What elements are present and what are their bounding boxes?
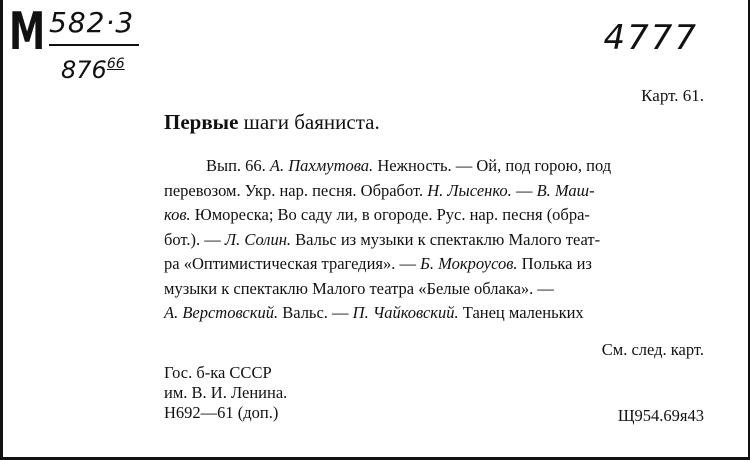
- see-next-card-note: См. след. карт.: [601, 340, 704, 359]
- book-title: [164, 110, 380, 135]
- shelf-mark-divider: [49, 44, 139, 46]
- body-text-segment: Танец маленьких: [458, 303, 584, 322]
- title-rest: шаги баяниста.: [238, 110, 380, 134]
- body-text-segment: музыки к спектаклю Малого театра «Белые облака». —: [164, 278, 554, 298]
- body-line: [164, 179, 711, 204]
- handwritten-shelf-mark-bottom: [61, 56, 125, 84]
- author-name: Л. Солин.: [224, 229, 292, 249]
- body-text-segment: перевозом. Укр. нар. песня. Обработ.: [164, 180, 428, 200]
- card-number: Карт. 61.: [641, 86, 704, 105]
- handwritten-fund-letter: М: [9, 2, 46, 62]
- catalog-code: Щ954.69я43: [617, 406, 704, 425]
- library-imprint: [164, 363, 287, 423]
- body-text-segment: бот.). —: [164, 229, 225, 249]
- author-name: П. Чайковский.: [352, 303, 459, 322]
- body-line: [164, 154, 711, 179]
- library-line-3: Н692—61 (доп.): [164, 403, 279, 422]
- body-line: [164, 228, 711, 253]
- body-text-segment: Юмореска; Во саду ли, в огороде. Рус. нар. песня (обра-: [190, 205, 590, 224]
- body-line: [164, 301, 711, 326]
- body-text-segment: ра «Оптимистическая трагедия». —: [164, 254, 421, 273]
- body-line: [164, 252, 711, 277]
- shelf-bottom-number: 876: [61, 56, 107, 84]
- shelf-bottom-superscript: 66: [106, 56, 125, 72]
- author-name: А. Пахмутова.: [269, 156, 374, 175]
- contents-description: [164, 154, 711, 326]
- body-text-segment: Вып. 66.: [206, 156, 270, 175]
- library-line-1: Гос. б-ка СССР: [164, 363, 272, 382]
- body-text-segment: Вальс из музыки к спектаклю Малого теат-: [291, 229, 601, 249]
- body-text-segment: Нежность. — Ой, под горою, под: [373, 156, 612, 175]
- title-bold-word: Первые: [164, 110, 239, 134]
- author-name: ков.: [164, 205, 191, 224]
- author-name: Н. Лысенко.: [427, 180, 512, 200]
- handwritten-accession-number: 4777: [603, 18, 698, 58]
- body-line: [164, 277, 711, 302]
- library-line-2: им. В. И. Ленина.: [164, 383, 288, 402]
- author-name: Б. Мокроусов.: [420, 254, 518, 273]
- body-text-segment: Полька из: [517, 254, 592, 273]
- body-line: [164, 203, 711, 228]
- body-text-segment: —: [511, 180, 537, 200]
- handwritten-shelf-mark-top: 582·3: [49, 6, 135, 39]
- author-name: А. Верстовский.: [164, 303, 279, 322]
- body-text-segment: Вальс. —: [278, 303, 353, 322]
- author-name: В. Маш-: [536, 180, 595, 200]
